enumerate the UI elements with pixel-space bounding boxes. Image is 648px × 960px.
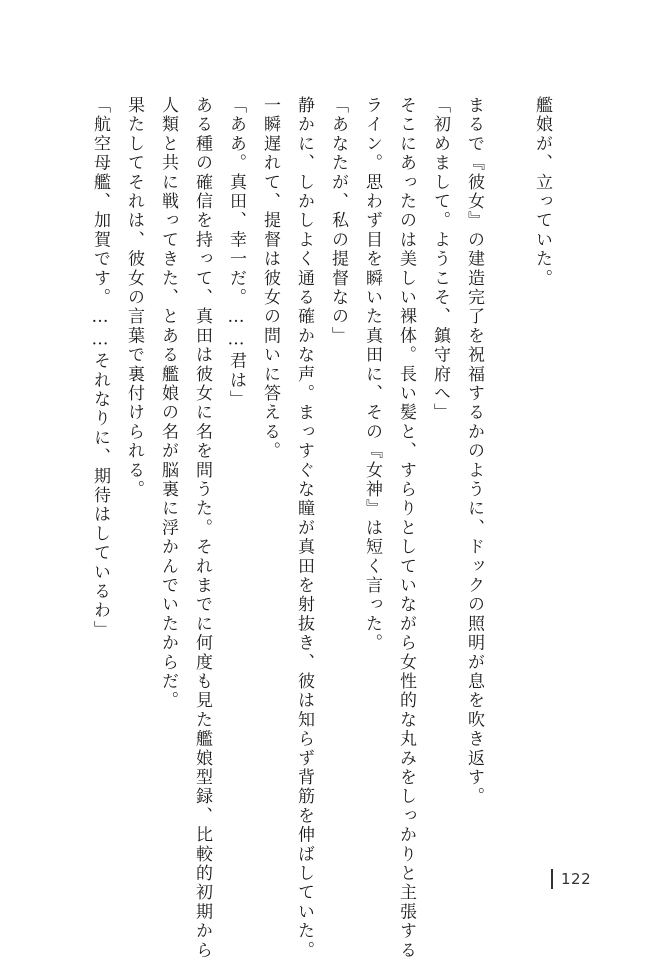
page-footer: [551, 868, 591, 890]
text-line: 「航空母艦、加賀です。……それなりに、期待はしているわ」: [90, 96, 110, 640]
text-line: 果たしてそれは、彼女の言葉で裏付けられる。: [124, 96, 144, 500]
page-number: 122: [561, 870, 592, 888]
text-line: 「ああ。真田、幸一だ。……君は」: [226, 96, 246, 410]
text-line: そこにあったのは美しい裸体。長い髪と、すらりとしていながら女性的な丸みをしっかりと主張する: [396, 96, 416, 960]
text-line: まるで『彼女』の建造完了を祝福するかのように、ドックの照明が息を吹き返す。: [464, 96, 484, 807]
text-line: ライン。思わず目を瞬いた真田に、その『女神』は短く言った。: [362, 96, 382, 653]
page-number-rule: [551, 869, 553, 889]
text-line: 「あなたが、私の提督なの」: [328, 96, 348, 346]
text-line: 一瞬遅れて、提督は彼女の問いに答える。: [260, 96, 280, 461]
text-line: 艦娘が、立っていた。: [532, 96, 552, 288]
text-line: 「初めまして。ようこそ、鎮守府へ」: [430, 96, 450, 423]
text-line: ある種の確信を持って、真田は彼女に名を問うた。それまでに何度も見た艦娘型録、比較的初期から: [192, 96, 212, 960]
text-line: 静かに、しかしよく通る確かな声。まっすぐな瞳が真田を射抜き、彼は知らず背筋を伸ばしていた。: [294, 96, 314, 960]
text-line: 人類と共に戦ってきた、とある艦娘の名が脳裏に浮かんでいたからだ。: [158, 96, 178, 711]
